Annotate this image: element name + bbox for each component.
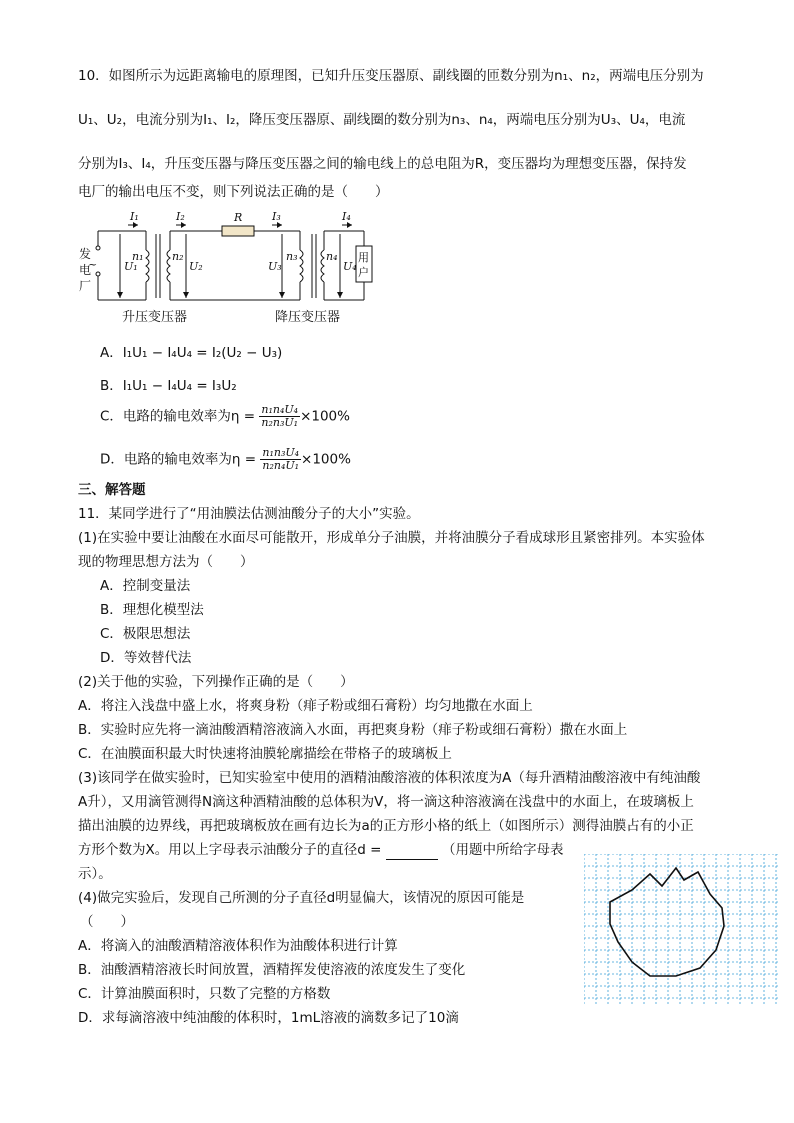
- q11-part4-option: B．油酸酒精溶液长时间放置，酒精挥发使溶液的浓度发生了变化: [78, 962, 466, 978]
- q10-option-b: B．I₁U₁ − I₄U₄ = I₃U₂: [100, 378, 237, 394]
- q10-option-c: [100, 404, 350, 429]
- fraction-denominator: n₂n₃U₁: [261, 416, 299, 429]
- q10-line2: U₁、U₂，电流分别为I₁、I₂，降压变压器原、副线圈的数分别为n₃、n₄，两端电压分别为U₃、U₄，电流: [78, 112, 686, 128]
- label-I1: I₁: [130, 210, 139, 223]
- q11-part3-line5: 示）。: [78, 866, 112, 882]
- q10-option-a: A．I₁U₁ − I₄U₄ = I₂(U₂ − U₃): [100, 345, 283, 361]
- q11-part3-line4: [78, 840, 564, 860]
- label-R: R: [234, 211, 243, 224]
- percent-label: ×100%: [301, 451, 351, 468]
- q11-part1-line1: (1)在实验中要让油酸在水面尽可能散开，形成单分子油膜，并将油膜分子看成球形且紧密排列。本实验体: [78, 530, 705, 546]
- q11-intro: 11．某同学进行了“用油膜法估测油酸分子的大小”实验。: [78, 506, 420, 522]
- label-n4: n₄: [326, 250, 338, 263]
- q11-part4-option: D．求每滴溶液中纯油酸的体积时，1mL溶液的滴数多记了10滴: [78, 1010, 459, 1026]
- q10-line4: 电厂的输出电压不变，则下列说法正确的是（ ）: [78, 184, 389, 200]
- svg-text:~: ~: [88, 258, 98, 271]
- fraction-denominator: n₂n₄U₁: [262, 459, 300, 472]
- q11-part4-option: A．将滴入的油酸酒精溶液体积作为油酸体积进行计算: [78, 938, 398, 954]
- label-U2: U₂: [189, 260, 203, 273]
- q11-part1-option: B．理想化模型法: [100, 602, 204, 618]
- label-U3: U₃: [268, 260, 282, 273]
- q11-part1-option: D．等效替代法: [100, 650, 192, 666]
- q11-part2: (2)关于他的实验，下列操作正确的是（ ）: [78, 674, 354, 690]
- efficiency-fraction-c: [259, 404, 300, 429]
- q11-part2-option: C．在油膜面积最大时快速将油膜轮廓描绘在带格子的玻璃板上: [78, 746, 452, 762]
- q11-part2-option: A．将注入浅盘中盛上水，将爽身粉（痱子粉或细石膏粉）均匀地撒在水面上: [78, 698, 533, 714]
- q11-part4-line1: (4)做完实验后，发现自己所测的分子直径d明显偏大，该情况的原因可能是: [78, 890, 525, 906]
- q11-part3-line2: A升），又用滴管测得N滴这种酒精油酸的总体积为V，将一滴这种溶液滴在浅盘中的水面上，在玻璃板上: [78, 794, 694, 810]
- caption-step-down-transformer: 降压变压器: [275, 310, 341, 325]
- q11-part1-option: C．极限思想法: [100, 626, 191, 642]
- caption-step-up-transformer: 升压变压器: [122, 310, 188, 325]
- oil-film-outline: [610, 868, 724, 976]
- q11-part3-text: 方形个数为X。用以上字母表示油酸分子的直径d =: [78, 842, 382, 858]
- q11-part3-line1: (3)该同学在做实验时，已知实验室中使用的酒精油酸溶液的体积浓度为A（每升酒精油酸溶液中有纯油酸: [78, 770, 701, 786]
- q10-line1: 10．如图所示为远距离输电的原理图，已知升压变压器原、副线圈的匝数分别为n₁、n₂，两端电压分别为: [78, 68, 704, 84]
- q11-part2-option: B．实验时应先将一滴油酸酒精溶液滴入水面，再把爽身粉（痱子粉或细石膏粉）撒在水面上: [78, 722, 628, 738]
- fraction-numerator: n₁n₄U₄: [261, 403, 299, 416]
- q11-part3-line3: 描出油膜的边界线，再把玻璃板放在画有边长为a的正方形小格的纸上（如图所示）测得油膜占有的小正: [78, 818, 694, 834]
- label-n3: n₃: [286, 250, 298, 263]
- efficiency-fraction-d: [260, 447, 301, 472]
- q11-part1-line2: 现的物理思想方法为（ ）: [78, 554, 254, 570]
- section-heading: 三、解答题: [78, 482, 146, 498]
- answer-blank[interactable]: [386, 845, 438, 860]
- label-user: 用户: [358, 251, 369, 279]
- q11-part4-line2: （ ）: [80, 914, 134, 930]
- q11-part3-text-tail: （用题中所给字母表: [442, 842, 564, 858]
- percent-label: ×100%: [300, 408, 350, 425]
- label-I4: I₄: [342, 210, 351, 223]
- q10-option-d-text: D．电路的输电效率为η =: [100, 451, 257, 468]
- q11-part4-option: C．计算油膜面积时，只数了完整的方格数: [78, 986, 331, 1002]
- label-n1: n₁: [132, 250, 144, 263]
- label-I3: I₃: [272, 210, 281, 223]
- label-n2: n₂: [172, 250, 184, 263]
- q10-option-d: [100, 447, 351, 472]
- oil-film-grid-figure: [584, 854, 778, 1006]
- q10-option-c-text: C．电路的输电效率为η =: [100, 408, 256, 425]
- label-power-plant: 发电厂: [79, 247, 92, 293]
- q10-line3: 分别为I₃、I₄，升压变压器与降压变压器之间的输电线上的总电阻为R，变压器均为理想变压器，保持发: [78, 156, 687, 172]
- q11-part1-option: A．控制变量法: [100, 578, 191, 594]
- label-U1: U₁: [124, 260, 138, 273]
- label-I2: I₂: [176, 210, 185, 223]
- fraction-numerator: n₁n₃U₄: [262, 446, 300, 459]
- label-U4: U₄: [343, 260, 357, 273]
